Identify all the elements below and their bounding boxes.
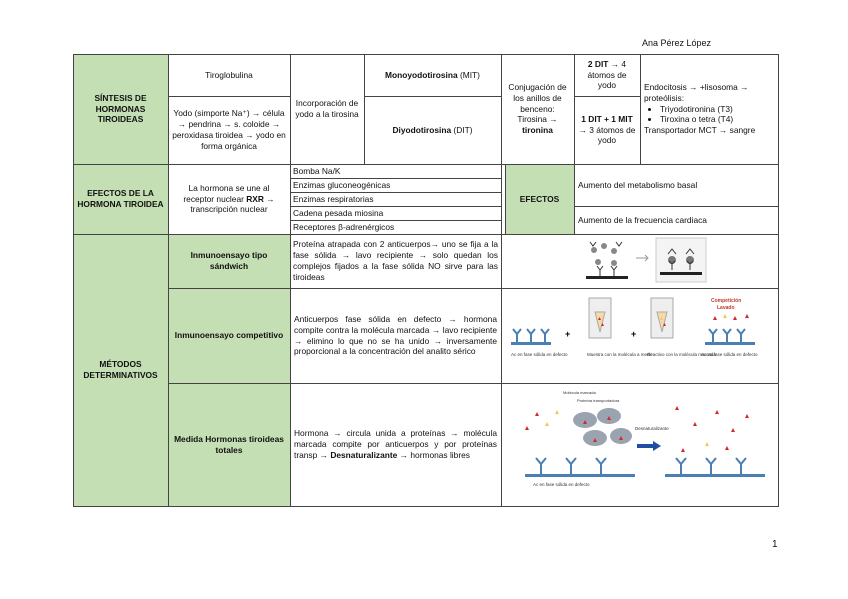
sandwich-figure	[580, 236, 710, 286]
method-total-name: Medida Hormonas tiroideas totales	[168, 383, 290, 506]
method-total-desc	[290, 383, 501, 506]
plus-sign-2: +	[631, 329, 637, 339]
tube-sample	[589, 298, 611, 338]
effect-item-2: Enzimas gluconeogénicas	[293, 179, 391, 190]
process-arrowhead	[653, 441, 661, 451]
label-reagent: Reactivo con la molécula marcada	[647, 352, 716, 357]
grid-h	[290, 178, 501, 179]
bullet-t4: • Tiroxina o tetra (T4)	[660, 114, 774, 125]
grid-v	[501, 54, 502, 507]
grid-h	[73, 506, 779, 507]
antibody-row-right	[665, 458, 765, 477]
section-title-effects: EFECTOS DE LA HORMONA TIROIDEA	[73, 164, 168, 234]
competitive-figure	[505, 292, 775, 380]
grid-h	[364, 96, 501, 97]
total-desc-post: → hormonas libres	[397, 449, 470, 460]
label-transport-protein: Proteína transportadora	[577, 398, 620, 403]
sandwich-arrow	[636, 255, 648, 261]
method-sandwich-name: Inmunoensayo tipo sándwich	[168, 234, 290, 288]
grid-v	[364, 54, 365, 164]
label-solid-phase-total: Ac en fase sólida en defecto	[533, 482, 590, 487]
yodo-cell: Yodo (simporte Na⁺) → célula → pendrina → s. coloide → peroxidasa tiroidea → yodo en forma orgánica	[172, 108, 286, 151]
author-name: Ana Pérez López	[642, 38, 712, 48]
dit-3-bold: 1 DIT + 1 MIT	[581, 113, 633, 124]
grid-v	[290, 54, 291, 507]
page-number: 1	[772, 539, 778, 550]
plus-sign-1: +	[565, 329, 571, 339]
grid-v	[640, 54, 641, 164]
grid-v	[505, 164, 506, 234]
dit-3-rest: → 3 átomos de yodo	[578, 124, 636, 146]
method-sandwich-desc: Proteína atrapada con 2 anticuerpos→ uno se fija a la fase sólida → lavo recipiente → solo quedan los complejos fijados a la fase sólida NO sirve para las tiroideas	[293, 239, 498, 282]
grid-v	[574, 54, 575, 234]
endocitosis-text: Endocitosis → +lisosoma → proteólisis:	[644, 81, 749, 103]
grid-h	[168, 288, 779, 289]
free-markers-left	[525, 410, 559, 430]
conjugacion-bold: tironina	[522, 125, 553, 136]
label-washing: Lavado	[717, 305, 735, 311]
grid-v	[778, 54, 779, 507]
grid-h	[290, 220, 501, 221]
grid-h	[73, 54, 779, 55]
label-competition: Competición	[711, 298, 742, 304]
effect-item-4: Cadena pesada miosina	[293, 207, 384, 218]
grid-h	[574, 96, 640, 97]
free-markers-right	[675, 406, 749, 452]
dit-4-rest: → 4 átomos de yodo	[587, 58, 627, 91]
antibody-row-result	[705, 314, 755, 345]
incorporacion-cell: Incorporación de yodo a la tirosina	[295, 98, 359, 119]
efectos-label: EFECTOS	[505, 164, 574, 234]
effect-metabolism: Aumento del metabolismo basal	[578, 179, 698, 190]
dit-cell	[364, 96, 501, 164]
effect-item-1: Bomba Na/K	[293, 165, 341, 176]
section-title-synthesis: SÍNTESIS DE HORMONAS TIROIDEAS	[73, 54, 168, 164]
method-competitive-desc: Anticuerpos fase sólida en defecto → hormona compite contra la molécula marcada → lavo recipiente → elimino lo que no se ha unido → inversamente proporcional a la concentración del analito sérico	[294, 313, 497, 357]
grid-h	[290, 192, 501, 193]
receptor-bold: RXR	[246, 193, 264, 204]
receptor-pre: La hormona se une al receptor nuclear	[183, 182, 270, 204]
total-desc-bold: Desnaturalizante	[330, 449, 398, 460]
effect-heart-rate: Aumento de la frecuencia cardiaca	[578, 214, 707, 225]
grid-v	[168, 54, 169, 507]
effect-item-5: Receptores β-adrenérgicos	[293, 221, 395, 232]
grid-h	[73, 234, 779, 235]
grid-h	[574, 206, 779, 207]
dit-4-cell	[574, 54, 640, 96]
dit-name: Diyodotirosina	[392, 124, 452, 135]
grid-h	[168, 383, 779, 384]
bullet-t3: • Triyodotironina (T3)	[660, 104, 774, 115]
tiroglobulina-cell: Tiroglobulina	[205, 69, 253, 80]
dit-abbr: (DIT)	[451, 124, 473, 135]
dit-3-cell	[574, 96, 640, 164]
sandwich-panel-left	[586, 242, 628, 279]
dit-4-bold: 2 DIT	[587, 58, 609, 69]
tube-reagent	[651, 298, 673, 338]
mit-name: Monoyodotirosina	[385, 69, 458, 80]
antibody-row-left	[525, 458, 635, 477]
label-sample: Muestra con la molécula a medir	[587, 352, 653, 357]
label-marked: Molécula marcada	[563, 390, 596, 395]
total-desc-pre: Hormona → circula unida a proteínas → molécula marcada compite por anticuerpos y por proteínas transp →	[294, 428, 497, 460]
label-denaturant: Desnaturalizante	[635, 426, 669, 431]
endocitosis-cell	[640, 54, 778, 164]
conjugacion-text: Conjugación de los anillos de benceno: Tirosina →	[508, 81, 567, 125]
mit-cell	[364, 54, 501, 96]
section-title-methods: MÉTODOS DETERMINATIVOS	[73, 234, 168, 506]
grid-v	[73, 54, 74, 507]
receptor-post: → transcripción nuclear	[190, 193, 275, 215]
receptor-cell	[168, 164, 290, 234]
grid-h	[168, 96, 290, 97]
proteins-cluster	[573, 408, 632, 446]
grid-h	[290, 206, 501, 207]
mit-abbr: (MIT)	[457, 69, 480, 80]
sandwich-panel-right	[656, 238, 706, 282]
transportador-text: Transportador MCT → sangre	[644, 125, 756, 136]
grid-h	[73, 164, 779, 165]
antibody-row-a	[511, 329, 551, 345]
label-solid-phase-a: Ac en fase sólida en defecto	[511, 352, 568, 357]
label-solid-phase-d: Ac en fase sólida en defecto	[701, 352, 758, 357]
method-competitive-name: Inmunoensayo competitivo	[168, 288, 290, 383]
total-figure	[505, 386, 775, 504]
conjugacion-cell	[501, 54, 574, 164]
effect-item-3: Enzimas respiratorias	[293, 193, 374, 204]
